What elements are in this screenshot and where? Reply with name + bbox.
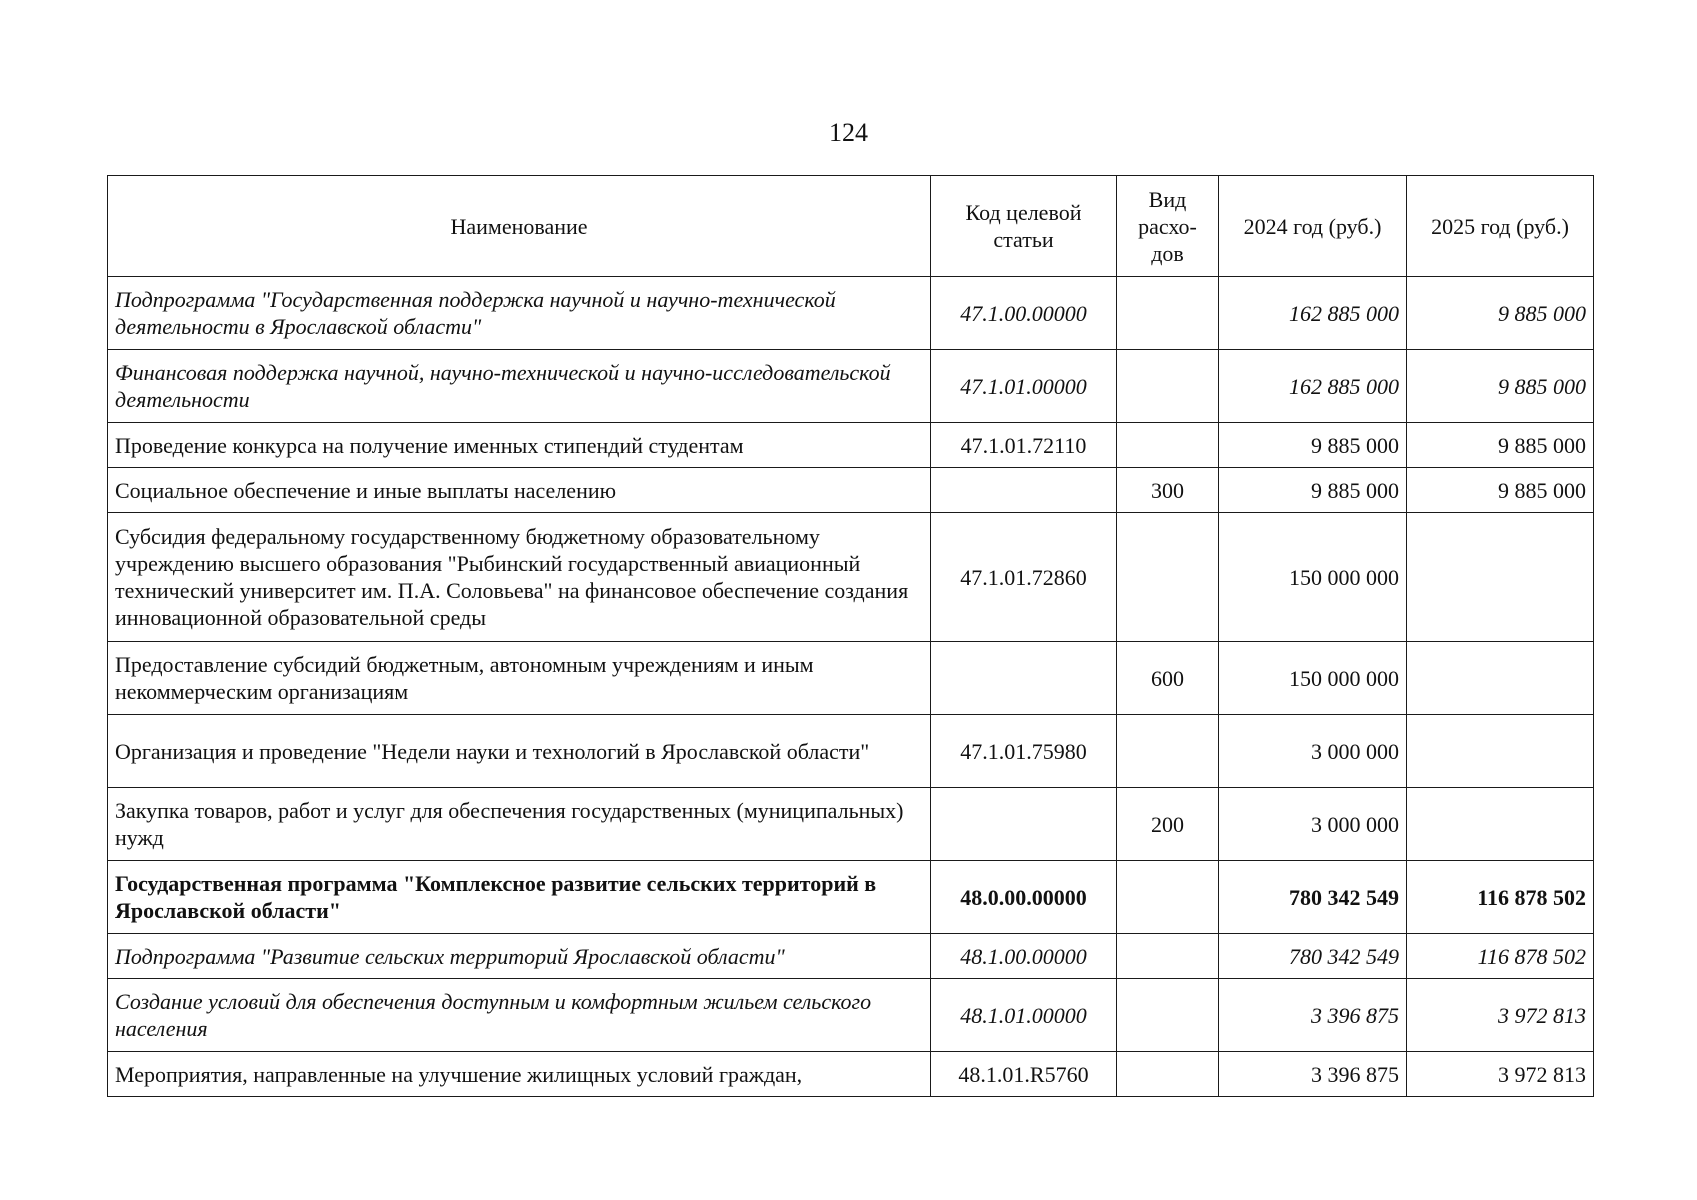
row-2024: 162 885 000 [1219, 277, 1407, 350]
row-code: 47.1.01.75980 [931, 715, 1117, 788]
row-2025 [1407, 715, 1594, 788]
row-code: 47.1.01.72860 [931, 513, 1117, 642]
row-code: 48.0.00.00000 [931, 861, 1117, 934]
row-code: 47.1.01.72110 [931, 423, 1117, 468]
row-name: Социальное обеспечение и иные выплаты населению [108, 468, 931, 513]
row-kind [1117, 277, 1219, 350]
table-row [108, 350, 1594, 423]
header-name: Наименование [108, 176, 931, 277]
row-code [931, 468, 1117, 513]
header-kind: Вид расхо-дов [1117, 176, 1219, 277]
header-2024: 2024 год (руб.) [1219, 176, 1407, 277]
row-kind [1117, 350, 1219, 423]
table-row [108, 979, 1594, 1052]
row-name: Проведение конкурса на получение именных стипендий студентам [108, 423, 931, 468]
row-kind [1117, 715, 1219, 788]
row-2025: 116 878 502 [1407, 861, 1594, 934]
row-2025: 9 885 000 [1407, 468, 1594, 513]
row-2024: 9 885 000 [1219, 468, 1407, 513]
row-2025: 116 878 502 [1407, 934, 1594, 979]
row-name: Финансовая поддержка научной, научно-технической и научно-исследовательской деятельности [108, 350, 931, 423]
row-2025 [1407, 788, 1594, 861]
budget-table [107, 175, 1594, 1097]
row-2024: 162 885 000 [1219, 350, 1407, 423]
row-2025: 9 885 000 [1407, 277, 1594, 350]
row-kind [1117, 513, 1219, 642]
table-row [108, 715, 1594, 788]
row-2024: 150 000 000 [1219, 513, 1407, 642]
row-code: 47.1.00.00000 [931, 277, 1117, 350]
row-kind: 300 [1117, 468, 1219, 513]
row-name: Закупка товаров, работ и услуг для обеспечения государственных (муниципальных) нужд [108, 788, 931, 861]
row-2025: 3 972 813 [1407, 979, 1594, 1052]
row-name: Субсидия федеральному государственному бюджетному образовательному учреждению высшего образования "Рыбинский государственный авиационный технический университет им. П.А. Соловьева" на финансовое обеспечение создания инновационной образовательной среды [108, 513, 931, 642]
row-name: Предоставление субсидий бюджетным, автономным учреждениям и иным некоммерческим организациям [108, 642, 931, 715]
row-2024: 9 885 000 [1219, 423, 1407, 468]
row-code: 47.1.01.00000 [931, 350, 1117, 423]
header-code: Код целевой статьи [931, 176, 1117, 277]
row-code: 48.1.01.00000 [931, 979, 1117, 1052]
row-name: Организация и проведение "Недели науки и технологий в Ярославской области" [108, 715, 931, 788]
row-2025: 9 885 000 [1407, 350, 1594, 423]
row-name: Подпрограмма "Государственная поддержка научной и научно-технической деятельности в Ярославской области" [108, 277, 931, 350]
row-name: Подпрограмма "Развитие сельских территорий Ярославской области" [108, 934, 931, 979]
row-kind [1117, 934, 1219, 979]
row-code [931, 642, 1117, 715]
row-2024: 150 000 000 [1219, 642, 1407, 715]
row-2024: 780 342 549 [1219, 934, 1407, 979]
row-2024: 3 000 000 [1219, 788, 1407, 861]
row-kind [1117, 861, 1219, 934]
row-kind [1117, 1052, 1219, 1097]
row-code: 48.1.00.00000 [931, 934, 1117, 979]
header-2025: 2025 год (руб.) [1407, 176, 1594, 277]
table-row [108, 861, 1594, 934]
table-header-row [108, 176, 1594, 277]
row-2024: 780 342 549 [1219, 861, 1407, 934]
row-name: Государственная программа "Комплексное развитие сельских территорий в Ярославской области" [108, 861, 931, 934]
table-row [108, 468, 1594, 513]
table-row [108, 513, 1594, 642]
row-kind [1117, 423, 1219, 468]
row-name: Мероприятия, направленные на улучшение жилищных условий граждан, [108, 1052, 931, 1097]
row-2025: 9 885 000 [1407, 423, 1594, 468]
row-kind: 600 [1117, 642, 1219, 715]
row-2024: 3 396 875 [1219, 979, 1407, 1052]
row-2024: 3 396 875 [1219, 1052, 1407, 1097]
table-row [108, 277, 1594, 350]
row-code: 48.1.01.R5760 [931, 1052, 1117, 1097]
row-2025 [1407, 513, 1594, 642]
row-2025 [1407, 642, 1594, 715]
row-name: Создание условий для обеспечения доступным и комфортным жильем сельского населения [108, 979, 931, 1052]
page-number: 124 [829, 118, 868, 147]
row-2024: 3 000 000 [1219, 715, 1407, 788]
row-kind: 200 [1117, 788, 1219, 861]
table-row [108, 642, 1594, 715]
table-row [108, 1052, 1594, 1097]
row-code [931, 788, 1117, 861]
row-2025: 3 972 813 [1407, 1052, 1594, 1097]
table-row [108, 934, 1594, 979]
table-row [108, 423, 1594, 468]
table-row [108, 788, 1594, 861]
row-kind [1117, 979, 1219, 1052]
